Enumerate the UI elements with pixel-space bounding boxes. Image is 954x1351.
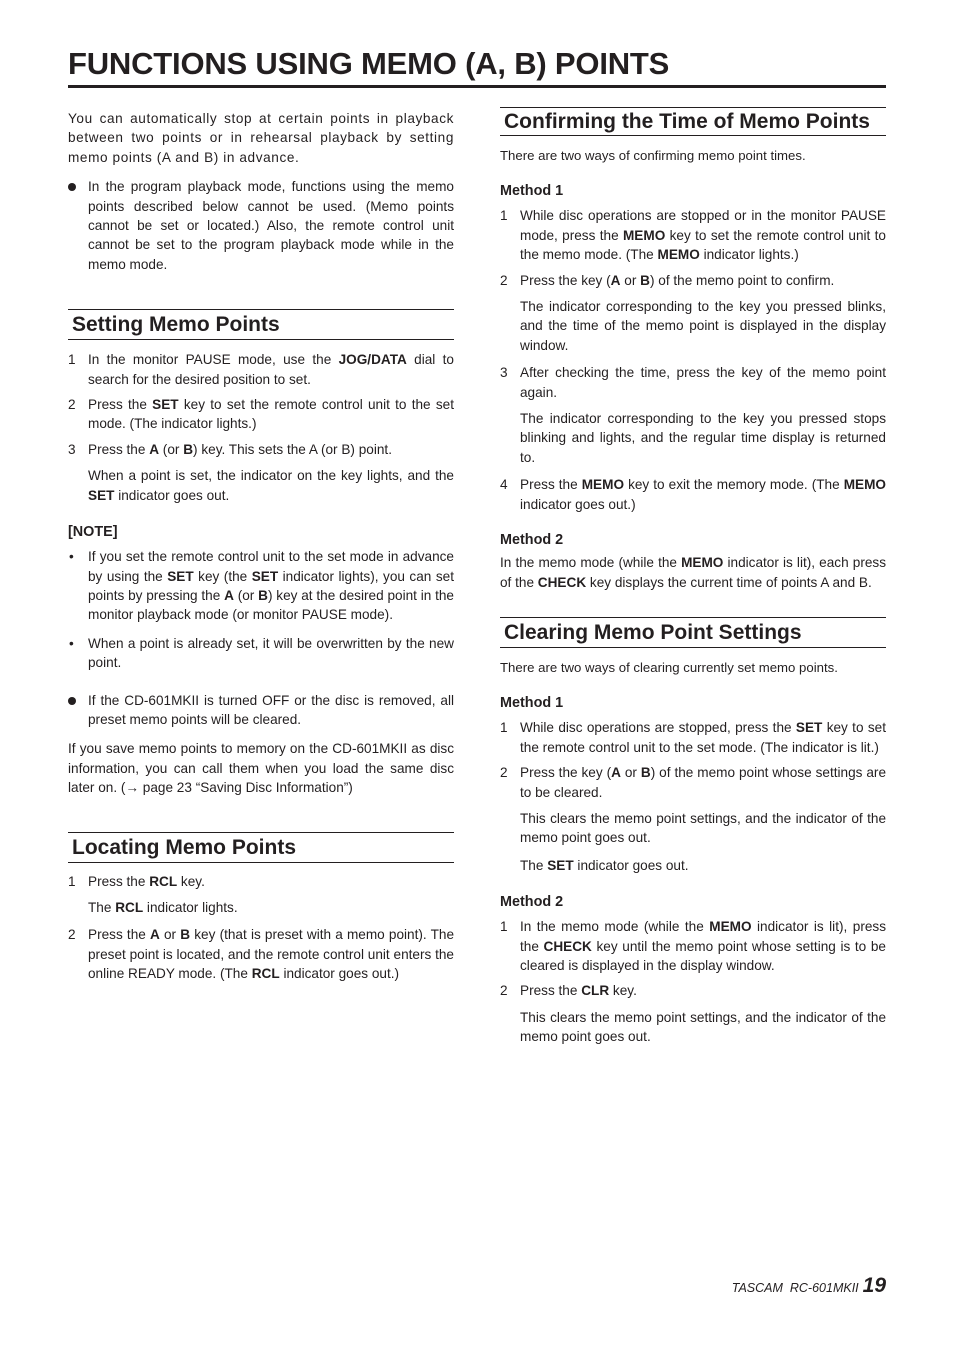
step-detail: This clears the memo point settings, and the indicator of the memo point goes out. [520,810,886,846]
bullet-text: If the CD-601MKII is turned OFF or the disc is removed, all preset memo points will be cleared. [88,692,454,727]
bullet-icon [68,697,76,705]
step-item [68,350,454,389]
step-number: 4 [500,477,508,493]
note-heading: [NOTE] [68,524,118,541]
step-number: 1 [68,352,76,368]
step-item [68,440,454,459]
step-number: 1 [500,208,508,224]
section-intro: There are two ways of confirming memo point times. [500,148,806,163]
step-detail: When a point is set, the indicator on the key lights, and the SET indicator goes out. [88,468,454,503]
step-item [500,206,886,264]
step-text: While disc operations are stopped or in the monitor PAUSE mode, press the MEMO key to set the remote control unit to the memo mode. (The MEMO indicator lights.) [520,208,886,263]
note-dot: • [69,549,74,565]
note-dot: • [69,635,74,651]
method-heading: Method 1 [500,695,564,712]
step-number: 1 [68,873,76,889]
step-number: 2 [500,765,508,781]
bullet-item [68,691,454,730]
step-detail: The indicator corresponding to the key you pressed stops blinking and lights, and the regular time display is returned to. [520,411,886,465]
step-item [500,718,886,757]
step-text: Press the key (A or B) of the memo point whose settings are to be cleared. [520,765,887,800]
step-detail: The indicator corresponding to the key you pressed blinks, and the time of the memo point is displayed in the display window. [520,299,886,353]
bullet-item [68,177,454,274]
step-item [68,872,454,891]
step-text: Press the key (A or B) of the memo point to confirm. [520,272,835,288]
left-column [68,109,454,984]
step-detail: The SET indicator goes out. [520,857,689,873]
note-item [68,547,454,625]
step-item [68,395,454,434]
step-text: Press the A (or B) key. This sets the A (or B) point. [88,441,392,457]
step-number: 3 [68,441,76,457]
save-note-paragraph: If you save memo points to memory on the CD-601MKII as disc information, you can call them when you load the same disc later on. (→ page 23 “Saving Disc Information”) [68,741,454,796]
section-heading-confirming: Confirming the Time of Memo Points [500,107,886,136]
step-text: Press the RCL key. [88,873,205,889]
step-text: Press the A or B key (that is preset with a memo point). The preset point is located, and the remote control unit enters the online READY mode. (The RCL indicator goes out.) [88,927,455,982]
step-text: After checking the time, press the key of the memo point again. [520,365,886,400]
step-item [68,925,454,983]
step-text: In the monitor PAUSE mode, use the JOG/DATA dial to search for the desired position to set. [88,352,454,387]
step-text: Press the SET key to set the remote control unit to the set mode. (The indicator lights.) [88,397,455,432]
bullet-icon [68,183,76,191]
step-text: In the memo mode (while the MEMO indicator is lit), press the CHECK key until the memo point whose setting is to be cleared is displayed in the display window. [520,919,886,973]
page-title: FUNCTIONS USING MEMO (A, B) POINTS [68,44,886,88]
method-text: In the memo mode (while the MEMO indicator is lit), each press of the CHECK key displays the current time of points A and B. [500,555,886,590]
step-number: 2 [500,983,508,999]
step-detail: This clears the memo point settings, and the indicator of the memo point goes out. [520,1009,886,1045]
step-detail: The RCL indicator lights. [88,899,238,915]
section-heading-locating: Locating Memo Points [68,832,454,863]
step-item [500,763,886,802]
step-item [500,475,886,514]
step-item [500,917,886,975]
page-footer [600,1276,886,1298]
right-column [500,107,886,1047]
step-number: 2 [68,927,76,943]
method-heading: Method 2 [500,532,564,549]
step-item [500,981,886,1000]
method-heading: Method 1 [500,183,564,200]
method-heading: Method 2 [500,894,564,911]
note-text: When a point is already set, it will be overwritten by the new point. [88,635,454,671]
step-text: Press the CLR key. [520,983,637,999]
section-intro: There are two ways of clearing currently set memo points. [500,659,838,675]
intro-paragraph: You can automatically stop at certain points in playback between two points or in rehearsal playback by setting memo points (A and B) in advance. [68,111,454,165]
step-number: 1 [500,720,508,736]
footer-brand: TASCAM RC-601MKII [731,1281,859,1295]
note-text: If you set the remote control unit to the set mode in advance by using the SET key (the SET indicator lights), you can set points by pressing the A (or B) key at the desired point in the monitor playback mode (or monitor PAUSE mode). [88,549,454,623]
bullet-text: In the program playback mode, functions using the memo points described below cannot be used. (Memo points cannot be set or located.) Also, the remote control unit cannot be set to the program playback mode while in the memo mode. [88,179,454,272]
step-number: 1 [500,919,508,935]
step-number: 2 [68,397,76,413]
step-text: While disc operations are stopped, press the SET key to set the remote control unit to the set mode. (The indicator is lit.) [520,720,886,755]
step-item [500,271,886,290]
step-number: 2 [500,272,508,288]
step-text: Press the MEMO key to exit the memory mode. (The MEMO indicator goes out.) [520,477,886,512]
step-item [500,363,886,402]
section-heading-setting: Setting Memo Points [68,309,454,340]
page-number: 19 [862,1274,886,1297]
section-heading-clearing: Clearing Memo Point Settings [500,617,886,648]
step-number: 3 [500,365,508,381]
note-item [68,634,454,673]
